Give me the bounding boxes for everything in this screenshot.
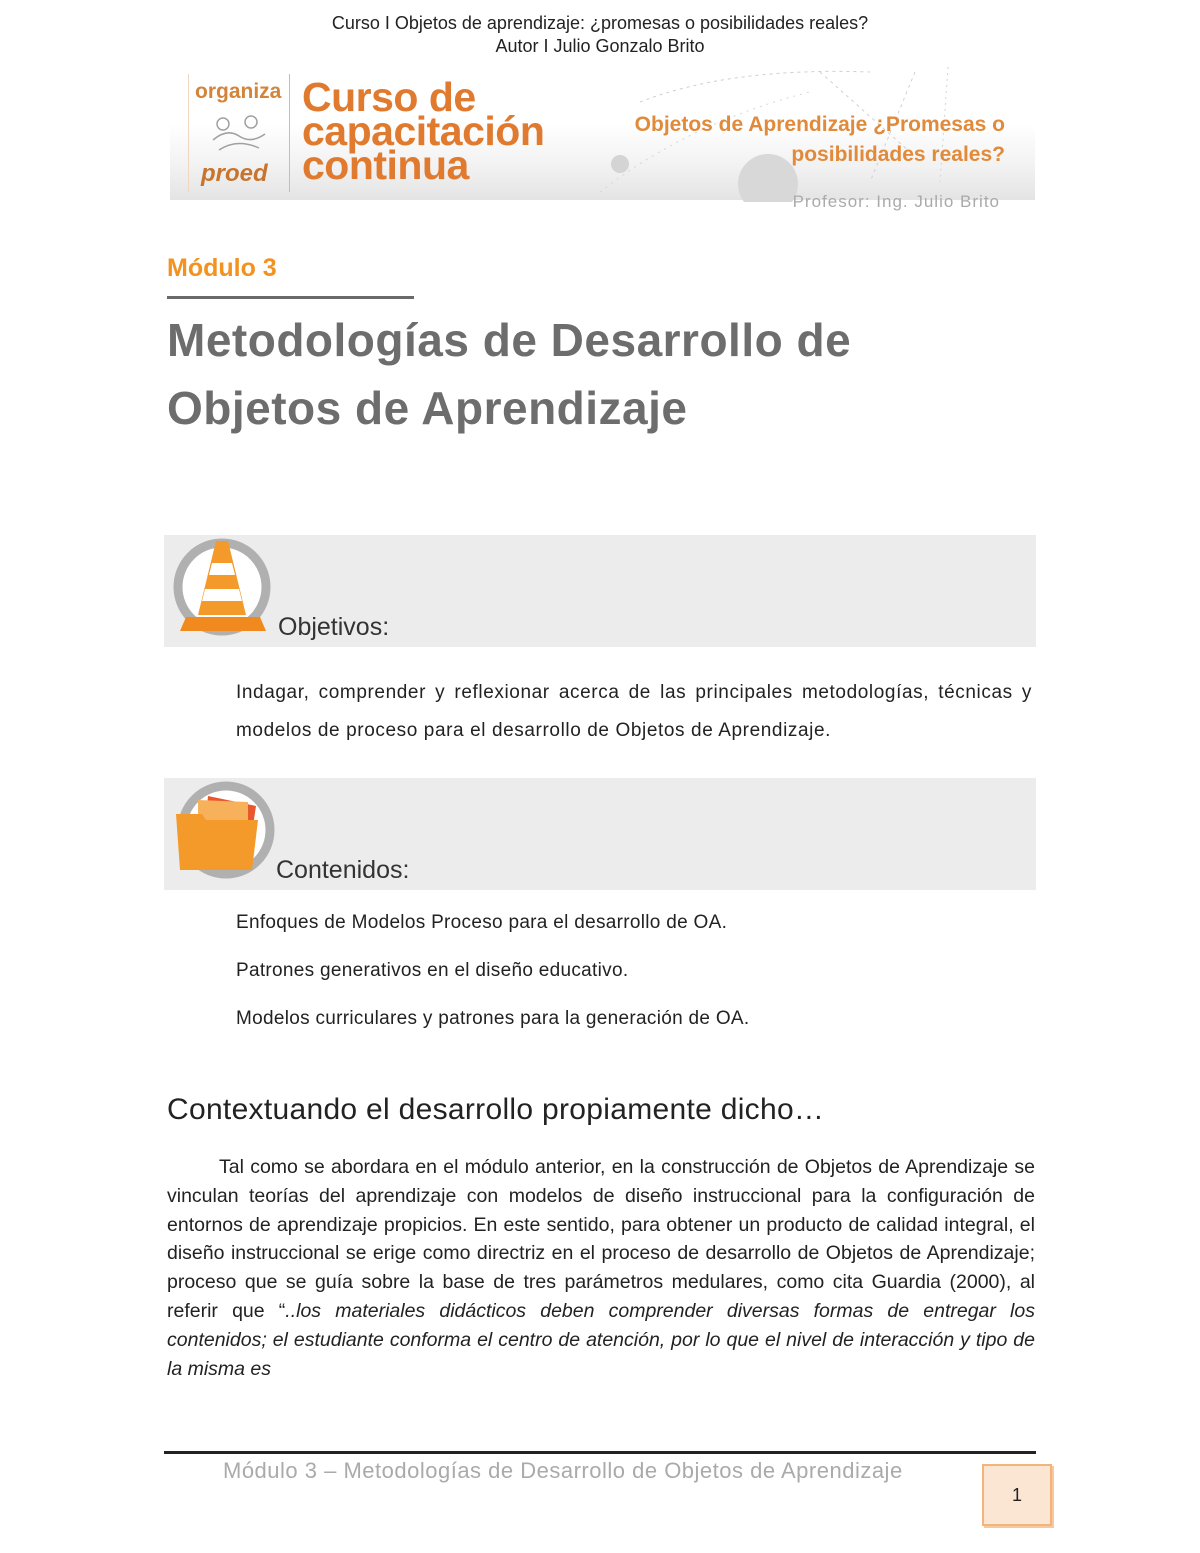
body-paragraph: [167, 1153, 1035, 1383]
contents-heading: Contenidos:: [276, 856, 410, 884]
contents-item-2: Patrones generativos en el diseño educativo.: [236, 960, 629, 981]
page-title: [167, 306, 1067, 442]
banner-title-line2: posibilidades reales?: [791, 143, 1005, 166]
course-name-line3: continua: [302, 142, 469, 188]
module-divider: [167, 296, 414, 299]
objectives-text: Indagar, comprender y reflexionar acerca de las principales metodologías, técnicas y modelos de proceso para el desarrollo de Objetos de Aprendizaje.: [236, 682, 1032, 741]
running-header-line2: Autor I Julio Gonzalo Brito: [495, 36, 705, 56]
banner-professor: Profesor: Ing. Julio Brito: [792, 192, 1000, 211]
course-name: [302, 74, 545, 188]
logo-proed-text: proed: [201, 160, 268, 187]
banner-title-line1: Objetos de Aprendizaje ¿Promesas o: [634, 113, 1005, 136]
proed-logo: [188, 74, 290, 192]
running-header-line1: Curso I Objetos de aprendizaje: ¿promesas o posibilidades reales?: [331, 13, 869, 33]
contents-band: [164, 778, 1036, 890]
course-name-line1: Curso de: [302, 74, 476, 120]
course-banner: [170, 62, 1035, 211]
objectives-band: [164, 535, 1036, 647]
banner-course-title: [590, 110, 1005, 170]
logo-figures-icon: [207, 110, 271, 156]
section-heading: Contextuando el desarrollo propiamente dicho…: [167, 1093, 825, 1126]
objectives-heading: Objetivos:: [278, 613, 390, 641]
page-number: 1: [1011, 1485, 1022, 1505]
page-title-line2: Objetos de Aprendizaje: [167, 382, 688, 434]
body-paragraph-text: Tal como se abordara en el módulo anterior, en la construcción de Objetos de Aprendizaje se vinculan teorías del aprendizaje con modelos de diseño instruccional para la configuración de entornos de aprendizaje propicios. En este sentido, para obtener un producto de calidad integral, el diseño instruccional se erige como directriz en el proceso de desarrollo de Objetos de Aprendizaje; proceso que se guía sobre la base de tres parámetros medulares, como cita Guardia (2000), al referir que “: [167, 1156, 1035, 1322]
module-label: Módulo 3: [167, 254, 277, 282]
logo-organiza-text: organiza: [195, 80, 282, 103]
traffic-cone-icon: [168, 535, 276, 643]
body-paragraph-quote: ..los materiales didácticos deben comprender diversas formas de entregar los contenidos; el estudiante conforma el centro de atención, por lo que el nivel de interacción y tipo de la misma es: [167, 1299, 1035, 1380]
contents-item-1: Enfoques de Modelos Proceso para el desarrollo de OA.: [236, 912, 728, 933]
footer-divider: [164, 1451, 1036, 1454]
footer-text: Módulo 3 – Metodologías de Desarrollo de Objetos de Aprendizaje: [223, 1458, 903, 1483]
page-number-box: [982, 1464, 1052, 1526]
course-name-line2: capacitación: [302, 108, 545, 154]
contents-item-3: Modelos curriculares y patrones para la generación de OA.: [236, 1008, 750, 1029]
folder-icon: [168, 778, 276, 886]
page-title-line1: Metodologías de Desarrollo de: [167, 314, 852, 366]
